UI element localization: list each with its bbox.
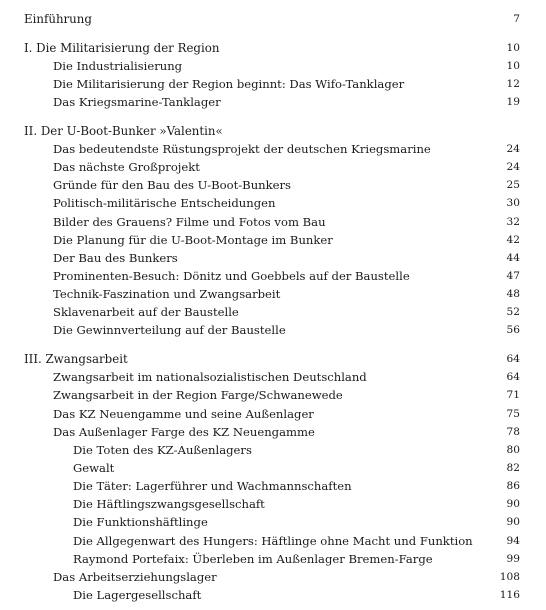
toc-entry <box>0 285 546 303</box>
toc-page-number: 99 <box>506 552 520 565</box>
toc-entry <box>0 231 546 249</box>
toc-page-number: 64 <box>506 353 520 365</box>
toc-page-number: 108 <box>499 570 520 583</box>
toc-entry-title: Die Funktionshäftlinge <box>73 515 208 530</box>
toc-entry-title: Das Außenlager Farge des KZ Neuengamme <box>53 424 315 439</box>
toc-entry-title: Das Kriegsmarine-Tanklager <box>53 95 221 110</box>
toc-part-entry <box>0 122 546 140</box>
toc-page-number: 19 <box>506 96 520 109</box>
toc-entry-title: Politisch-militärische Entscheidungen <box>53 196 276 211</box>
toc-entry <box>0 477 546 495</box>
toc-page-number: 116 <box>499 589 520 601</box>
toc-entry <box>0 513 546 531</box>
toc-entry <box>0 303 546 321</box>
toc-entry <box>0 249 546 267</box>
toc-entry-title: Zwangsarbeit in der Region Farge/Schwanewede <box>53 388 343 403</box>
toc-entry-title: Der Bau des Bunkers <box>53 250 178 265</box>
toc-entry-title: Die Planung für die U-Boot-Montage im Bunker <box>53 232 333 247</box>
toc-entry-title: Die Toten des KZ-Außenlagers <box>73 442 252 457</box>
toc-entry-title: III. Zwangsarbeit <box>24 352 128 366</box>
toc-entry-title: Raymond Portefaix: Überleben im Außenlager Bremen-Farge <box>73 551 433 566</box>
toc-entry <box>0 532 546 550</box>
toc-page-number: 10 <box>506 59 520 72</box>
toc-entry-title: Gründe für den Bau des U-Boot-Bunkers <box>53 178 292 193</box>
toc-entry-title: Die Industrialisierung <box>53 58 183 73</box>
toc-entry <box>0 75 546 93</box>
toc-page-number: 71 <box>506 389 520 402</box>
toc-entry-title: Die Militarisierung der Region beginnt: Das Wifo-Tanklager <box>53 76 405 91</box>
toc-entry-title: Das bedeutendste Rüstungsprojekt der deutschen Kriegsmarine <box>53 141 431 156</box>
toc-page-number: 75 <box>506 407 520 420</box>
toc-page-number: 86 <box>506 480 520 493</box>
toc-entry <box>0 267 546 285</box>
toc-entry <box>0 441 546 459</box>
toc-entry <box>0 368 546 386</box>
toc-entry-title: II. Der U-Boot-Bunker »Valentin« <box>24 123 223 138</box>
toc-page-number: 44 <box>506 251 520 264</box>
toc-page-number: 78 <box>506 425 520 438</box>
toc-page-number: 24 <box>506 142 520 155</box>
toc-entry-title: Die Täter: Lagerführer und Wachmannschaften <box>73 479 352 494</box>
toc-page-number: 80 <box>506 443 520 456</box>
toc-entry <box>0 423 546 441</box>
toc-part-entry <box>0 350 546 368</box>
toc-entry-title: Einführung <box>24 12 92 26</box>
toc-entry <box>0 194 546 212</box>
toc-page-number: 12 <box>506 77 520 90</box>
toc-entry <box>0 140 546 158</box>
toc-entry <box>0 550 546 568</box>
toc-entry-title: Bilder des Grauens? Filme und Fotos vom Bau <box>53 214 326 229</box>
toc-entry-title: Das Arbeitserziehungslager <box>53 569 217 584</box>
toc-entry-title: Zwangsarbeit im nationalsozialistischen Deutschland <box>53 370 367 385</box>
toc-entry-title: Die Allgegenwart des Hungers: Häftlinge ohne Macht und Funktion <box>73 533 473 548</box>
toc-page-number: 94 <box>506 534 520 547</box>
toc-page-number: 24 <box>506 161 520 174</box>
toc-entry-title: Prominenten-Besuch: Dönitz und Goebbels auf der Baustelle <box>53 269 410 283</box>
toc-entry <box>0 57 546 75</box>
toc-entry <box>0 93 546 111</box>
toc-entry <box>0 176 546 194</box>
toc-page-number: 56 <box>506 324 520 337</box>
toc-entry-title: Gewalt <box>73 460 115 475</box>
toc-page-number: 47 <box>506 270 520 282</box>
toc-entry <box>0 586 546 604</box>
toc-page-number: 42 <box>506 233 520 246</box>
toc-page-number: 82 <box>506 461 520 474</box>
toc-entry-title: I. Die Militarisierung der Region <box>24 40 220 55</box>
toc-entry <box>0 405 546 423</box>
toc-entry <box>0 321 546 339</box>
toc-page-number: 90 <box>506 498 520 511</box>
toc-page-number: 64 <box>506 371 520 384</box>
toc-entry-title: Das nächste Großprojekt <box>53 160 200 175</box>
toc-entry <box>0 213 546 231</box>
toc-page-number: 52 <box>506 306 520 319</box>
toc-page-number: 90 <box>506 516 520 529</box>
toc-page-number: 7 <box>513 13 520 25</box>
toc-entry-title: Die Gewinnverteilung auf der Baustelle <box>53 323 286 338</box>
toc-entry <box>0 386 546 404</box>
toc-page-number: 48 <box>506 288 520 301</box>
toc-entry-title: Technik-Faszination und Zwangsarbeit <box>53 287 281 302</box>
toc-entry <box>0 459 546 477</box>
toc-entry-title: Sklavenarbeit auf der Baustelle <box>53 305 239 320</box>
toc-entry-title: Das KZ Neuengamme und seine Außenlager <box>53 406 314 421</box>
toc-entry <box>0 568 546 586</box>
toc-part-entry <box>0 10 546 28</box>
toc-page-number: 10 <box>506 41 520 54</box>
toc-entry <box>0 495 546 513</box>
toc-entry <box>0 158 546 176</box>
toc-entry-title: Die Häftlingszwangsgesellschaft <box>73 497 265 512</box>
toc-page-number: 32 <box>506 215 520 228</box>
toc-entry-title: Die Lagergesellschaft <box>73 588 202 602</box>
toc-part-entry <box>0 39 546 57</box>
toc-page-number: 25 <box>506 179 520 192</box>
toc-page-number: 30 <box>506 197 520 210</box>
